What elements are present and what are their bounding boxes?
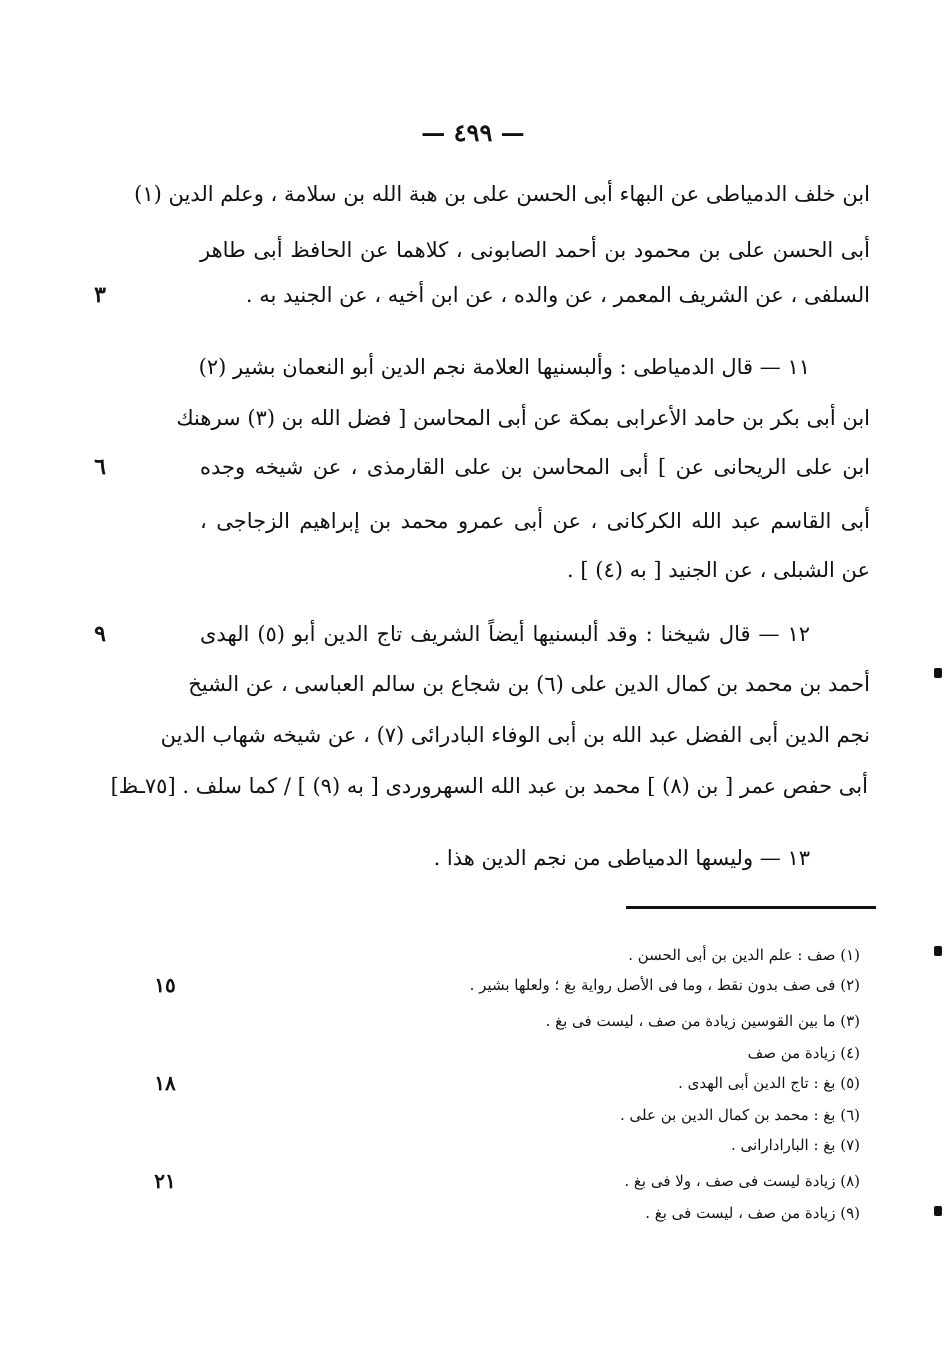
footnote: (٥) بغ : تاج الدين أبى الهدى .	[678, 1074, 860, 1092]
footnote: (٣) ما بين القوسين زيادة من صف ، ليست فى بغ .	[545, 1012, 860, 1030]
text-line: أحمد بن محمد بن كمال الدين على (٦) بن شجاع بن سالم العباسى ، عن الشيخ	[188, 672, 870, 696]
line-number: ١٨	[154, 1071, 176, 1095]
text-line: ابن خلف الدمياطى عن البهاء أبى الحسن على بن هبة الله بن سلامة ، وعلم الدين (١)	[134, 182, 870, 206]
text-line: ابن أبى بكر بن حامد الأعرابى بمكة عن أبى المحاسن [ فضل الله بن (٣) سرهنك	[176, 406, 870, 430]
footnote: (٤) زيادة من صف	[747, 1044, 860, 1062]
text-line: ١٢ — قال شيخنا : وقد ألبسنيها أيضاً الشريف تاج الدين أبو (٥) الهدى	[200, 622, 810, 646]
line-number: ٦	[94, 454, 106, 480]
text-line: أبى القاسم عبد الله الكركانى ، عن أبى عمرو محمد بن إبراهيم الزجاجى ،	[200, 509, 870, 533]
text-line: أبى حفص عمر [ بن (٨) ] محمد بن عبد الله السهروردى [ به (٩) ] / كما سلف . [٧٥ـظ]	[110, 774, 868, 798]
text-line: ١٣ — وليسها الدمياطى من نجم الدين هذا .	[433, 846, 810, 870]
text-line: ١١ — قال الدمياطى : وألبسنيها العلامة نجم الدين أبو النعمان بشير (٢)	[198, 355, 810, 379]
margin-mark	[934, 1206, 942, 1216]
footnote: (٦) بغ : محمد بن كمال الدين بن على .	[619, 1106, 860, 1124]
page-number: — ٤٩٩ —	[421, 118, 525, 147]
text-line: عن الشبلى ، عن الجنيد [ به (٤) ] .	[567, 558, 870, 582]
margin-mark	[934, 668, 942, 678]
line-number: ٩	[94, 621, 106, 647]
text-line: نجم الدين أبى الفضل عبد الله بن أبى الوفاء البادرائى (٧) ، عن شيخه شهاب الدين	[160, 723, 870, 747]
text-line: ابن على الريحانى عن ] أبى المحاسن بن على القارمذى ، عن شيخه وجده	[200, 455, 870, 479]
margin-mark	[934, 946, 942, 956]
footnote: (٩) زيادة من صف ، ليست فى بغ .	[645, 1204, 860, 1222]
text-line: أبى الحسن على بن محمود بن أحمد الصابونى ، كلاهما عن الحافظ أبى طاهر	[200, 238, 870, 262]
footnote: (٧) بغ : البارادارانى .	[730, 1136, 860, 1154]
text-line: السلفى ، عن الشريف المعمر ، عن والده ، عن ابن أخيه ، عن الجنيد به .	[245, 283, 870, 307]
line-number: ٢١	[154, 1169, 176, 1193]
footnote-divider	[626, 906, 876, 909]
footnote: (١) صف : علم الدين بن أبى الحسن .	[628, 946, 860, 964]
footnote: (٢) فى صف بدون نقط ، وما فى الأصل رواية بغ ؛ ولعلها بشير .	[469, 976, 860, 994]
line-number: ٣	[94, 282, 106, 308]
line-number: ١٥	[154, 973, 176, 997]
footnote: (٨) زيادة ليست فى صف ، ولا فى بغ .	[624, 1172, 860, 1190]
